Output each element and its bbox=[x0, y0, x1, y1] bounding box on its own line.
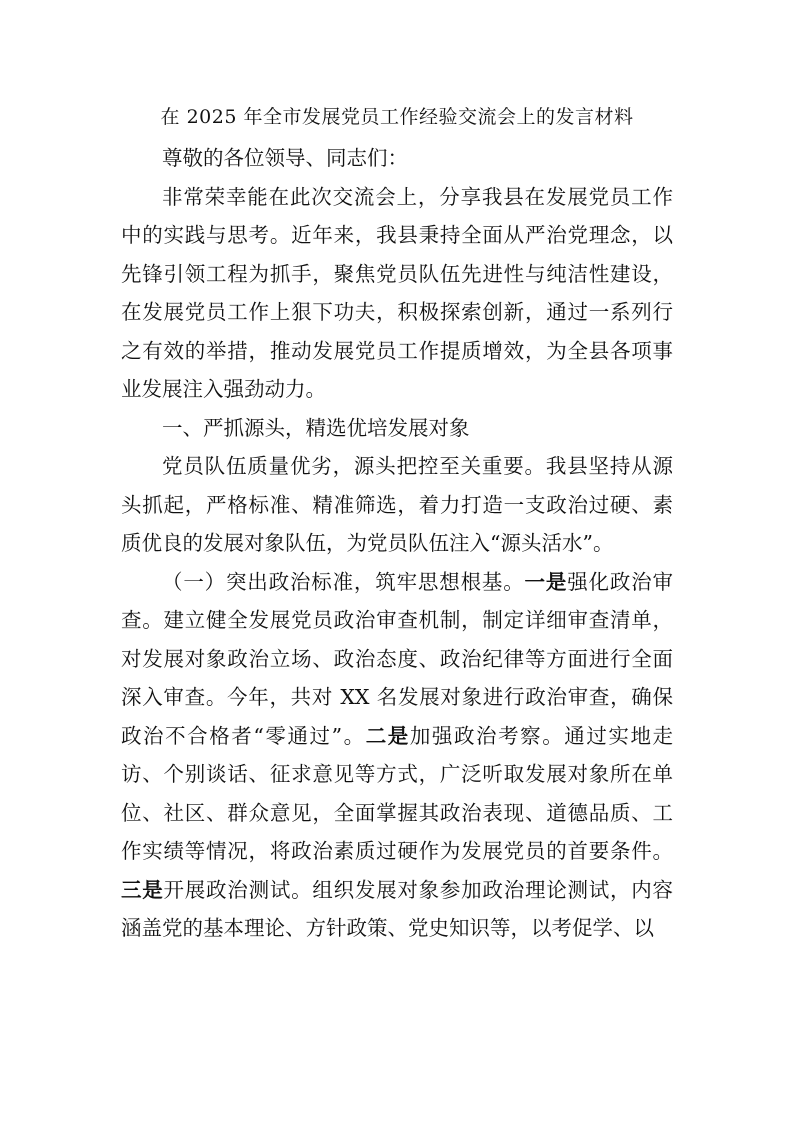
subsection-1-paragraph bbox=[121, 563, 673, 948]
point-marker-1: 一是 bbox=[524, 569, 568, 594]
point-3-text: 开展政治测试。组织发展对象参加政治理论测试，内容涵盖党的基本理论、方针政策、党史知识等，以考促学、以 bbox=[121, 877, 674, 940]
document-body bbox=[121, 101, 673, 948]
document-title: 在 2025 年全市发展党员工作经验交流会上的发言材料 bbox=[160, 106, 634, 128]
subsection-1-heading: （一）突出政治标准，筑牢思想根基。 bbox=[162, 569, 525, 594]
intro-paragraph: 非常荣幸能在此次交流会上，分享我县在发展党员工作中的实践与思考。近年来，我县秉持全面从严治党理念，以先锋引领工程为抓手，聚焦党员队伍先进性与纯洁性建设，在发展党员工作上狠下功夫，积极探索创新，通过一系列行之有效的举措，推动发展党员工作提质增效，为全县各项事业发展注入强劲动力。 bbox=[121, 184, 673, 401]
point-1-text: 强化政治审查。建立健全发展党员政治审查机制，制定详细审查清单，对发展对象政治立场、政治态度、政治纪律等方面进行全面深入审查。今年，共对 XX 名发展对象进行政治审查，确保政治不合格者“零通过”。 bbox=[121, 569, 674, 748]
section-1-paragraph: 党员队伍质量优劣，源头把控至关重要。我县坚持从源头抓起，严格标准、精准筛选，着力打造一支政治过硬、素质优良的发展对象队伍，为党员队伍注入“源头活水”。 bbox=[121, 454, 673, 555]
section-heading-1: 一、严抓源头，精选优培发展对象 bbox=[162, 415, 470, 440]
point-2-text: 加强政治考察。通过实地走访、个别谈话、征求意见等方式，广泛听取发展对象所在单位、社区、群众意见，全面掌握其政治表现、道德品质、工作实绩等情况，将政治素质过硬作为发展党员的首要条件。 bbox=[121, 723, 674, 863]
point-marker-2: 二是 bbox=[365, 723, 410, 748]
point-marker-3: 三是 bbox=[121, 877, 164, 902]
greeting: 尊敬的各位领导、同志们： bbox=[162, 146, 408, 170]
